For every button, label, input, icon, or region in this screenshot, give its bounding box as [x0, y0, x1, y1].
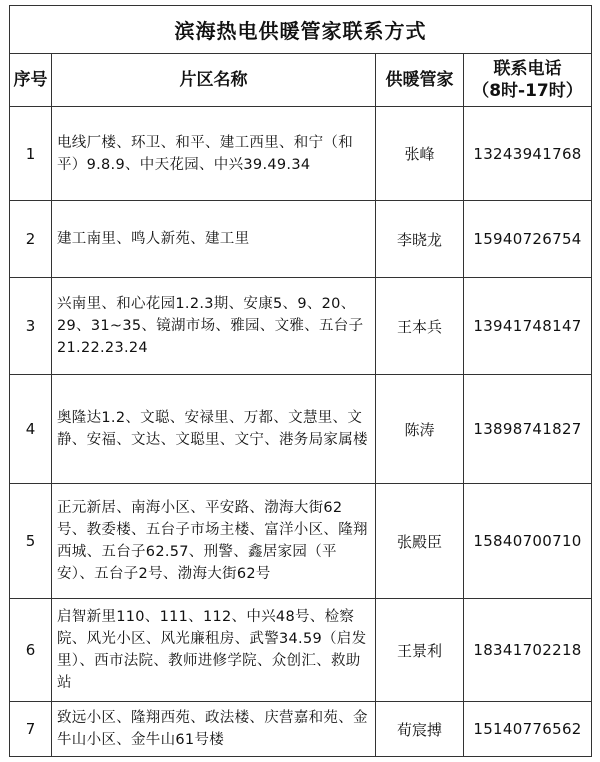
row-number: 4 — [10, 375, 52, 484]
phone-number: 13941748147 — [464, 278, 592, 375]
table-row — [10, 599, 592, 702]
manager-name: 张殿臣 — [376, 484, 464, 599]
manager-name: 张峰 — [376, 107, 464, 201]
table-row — [10, 107, 592, 201]
header-manager: 供暖管家 — [376, 54, 464, 107]
manager-name: 陈涛 — [376, 375, 464, 484]
contact-table-sheet — [9, 5, 591, 757]
header-no: 序号 — [10, 54, 52, 107]
header-phone — [464, 54, 592, 107]
row-number: 1 — [10, 107, 52, 201]
header-phone-hours: （8时-17时） — [472, 81, 583, 101]
manager-name: 王景利 — [376, 599, 464, 702]
phone-number: 13898741827 — [464, 375, 592, 484]
table-row — [10, 278, 592, 375]
header-phone-label: 联系电话 — [493, 59, 562, 79]
table-row — [10, 702, 592, 757]
area-names: 建工南里、鸣人新苑、建工里 — [52, 201, 376, 278]
title-row — [10, 6, 592, 54]
table-row — [10, 201, 592, 278]
row-number: 3 — [10, 278, 52, 375]
row-number: 6 — [10, 599, 52, 702]
header-row — [10, 54, 592, 107]
area-names: 兴南里、和心花园1.2.3期、安康5、9、20、29、31~35、镜湖市场、雅园、文雅、五台子21.22.23.24 — [52, 278, 376, 375]
table-row — [10, 484, 592, 599]
area-names: 电线厂楼、环卫、和平、建工西里、和宁（和平）9.8.9、中天花园、中兴39.49.34 — [52, 107, 376, 201]
phone-number: 13243941768 — [464, 107, 592, 201]
row-number: 2 — [10, 201, 52, 278]
area-names: 启智新里110、111、112、中兴48号、检察院、风光小区、风光廉租房、武警34.59（启发里）、西市法院、教师进修学院、众创汇、救助站 — [52, 599, 376, 702]
manager-name: 李晓龙 — [376, 201, 464, 278]
manager-name: 荀宸搏 — [376, 702, 464, 757]
area-names: 致远小区、隆翔西苑、政法楼、庆营嘉和苑、金牛山小区、金牛山61号楼 — [52, 702, 376, 757]
table-row — [10, 375, 592, 484]
phone-number: 15940726754 — [464, 201, 592, 278]
header-area: 片区名称 — [52, 54, 376, 107]
phone-number: 15840700710 — [464, 484, 592, 599]
manager-name: 王本兵 — [376, 278, 464, 375]
contact-table — [9, 5, 592, 757]
phone-number: 18341702218 — [464, 599, 592, 702]
row-number: 7 — [10, 702, 52, 757]
phone-number: 15140776562 — [464, 702, 592, 757]
area-names: 正元新居、南海小区、平安路、渤海大街62号、教委楼、五台子市场主楼、富洋小区、隆翔西城、五台子62.57、刑警、鑫居家园（平安）、五台子2号、渤海大街62号 — [52, 484, 376, 599]
table-title: 滨海热电供暖管家联系方式 — [10, 6, 592, 54]
row-number: 5 — [10, 484, 52, 599]
area-names: 奥隆达1.2、文聪、安禄里、万都、文慧里、文静、安福、文达、文聪里、文宁、港务局家属楼 — [52, 375, 376, 484]
